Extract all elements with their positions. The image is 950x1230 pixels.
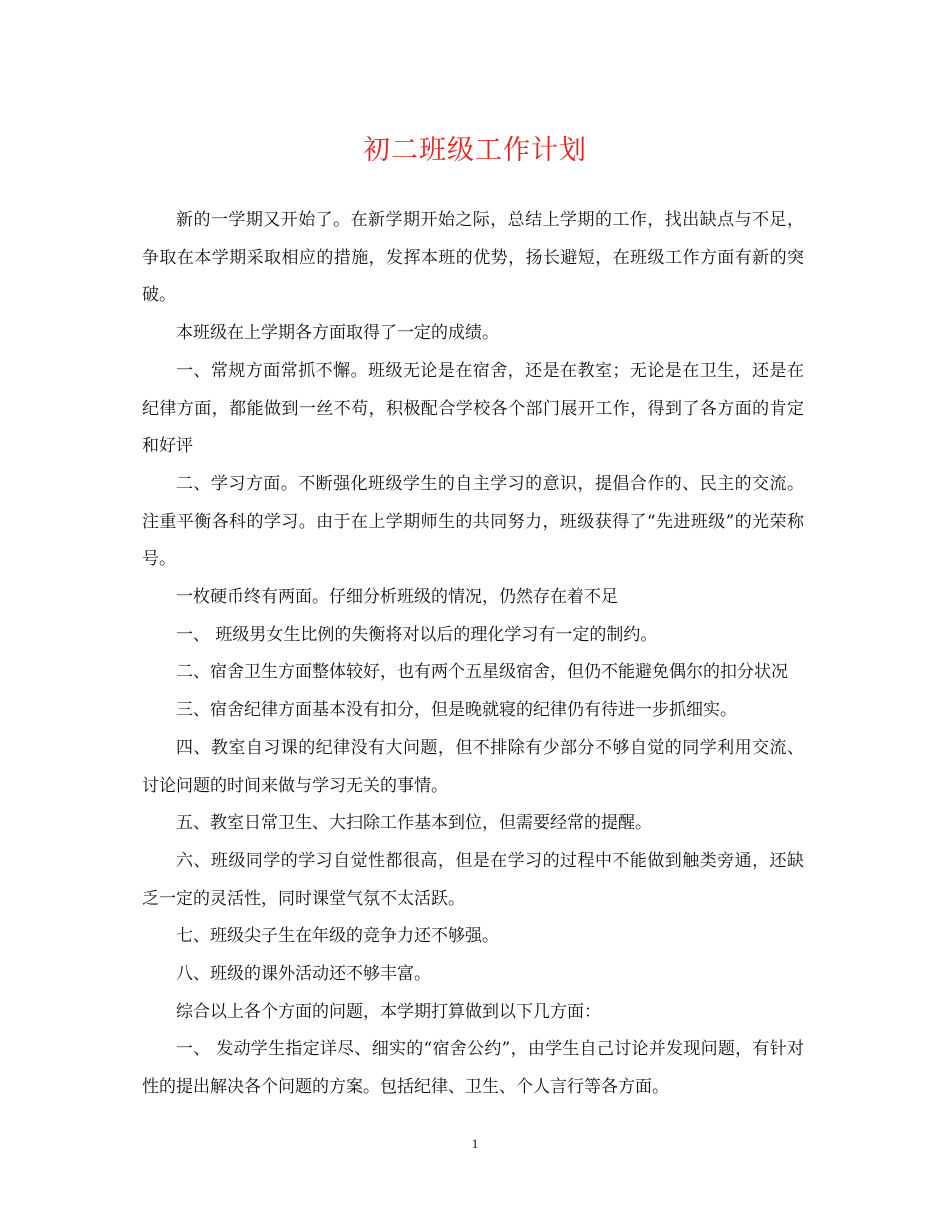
document-body — [142, 202, 804, 1107]
paragraph: 一枚硬币终有两面。仔细分析班级的情况，仍然存在着不足 — [176, 587, 618, 608]
paragraph: 二、学习方面。不断强化班级学生的自主学习的意识，提倡合作的、民主的交流。注重平衡各科的学习。由于在上学期师生的共同努力，班级获得了“先进班级”的光荣称号。 — [142, 473, 804, 570]
paragraph: 六、班级同学的学习自觉性都很高，但是在学习的过程中不能做到触类旁通，还缺乏一定的灵活性，同时课堂气氛不太活跃。 — [142, 850, 804, 909]
paragraph: 一、常规方面常抓不懈。班级无论是在宿舍，还是在教室；无论是在卫生，还是在纪律方面，都能做到一丝不苟，积极配合学校各个部门展开工作，得到了各方面的肯定和好评 — [142, 360, 804, 457]
paragraph: 一、 发动学生指定详尽、细实的“宿舍公约”，由学生自己讨论并发现问题，有针对性的提出解决各个问题的方案。包括纪律、卫生、个人言行等各方面。 — [142, 1039, 804, 1098]
paragraph: 三、宿舍纪律方面基本没有扣分，但是晚就寝的纪律仍有待进一步抓细实。 — [176, 700, 737, 721]
paragraph: 一、 班级男女生比例的失衡将对以后的理化学习有一定的制约。 — [176, 624, 658, 645]
paragraph: 二、宿舍卫生方面整体较好，也有两个五星级宿舍，但仍不能避免偶尔的扣分状况 — [176, 662, 788, 683]
paragraph: 七、班级尖子生在年级的竞争力还不够强。 — [176, 926, 499, 947]
page-number: 1 — [471, 1136, 479, 1151]
paragraph: 四、教室自习课的纪律没有大问题，但不排除有少部分不够自觉的同学利用交流、讨论问题的时间来做与学习无关的事情。 — [142, 737, 804, 796]
paragraph: 八、班级的课外活动还不够丰富。 — [176, 964, 431, 985]
paragraph: 新的一学期又开始了。在新学期开始之际，总结上学期的工作，找出缺点与不足，争取在本学期采取相应的措施，发挥本班的优势，扬长避短，在班级工作方面有新的突破。 — [142, 210, 804, 306]
paragraph: 五、教室日常卫生、大扫除工作基本到位，但需要经常的提醒。 — [176, 813, 652, 834]
paragraph: 本班级在上学期各方面取得了一定的成绩。 — [176, 323, 499, 344]
document-title: 初二班级工作计划 — [363, 135, 587, 166]
paragraph: 综合以上各个方面的问题，本学期打算做到以下几方面： — [176, 1001, 601, 1022]
